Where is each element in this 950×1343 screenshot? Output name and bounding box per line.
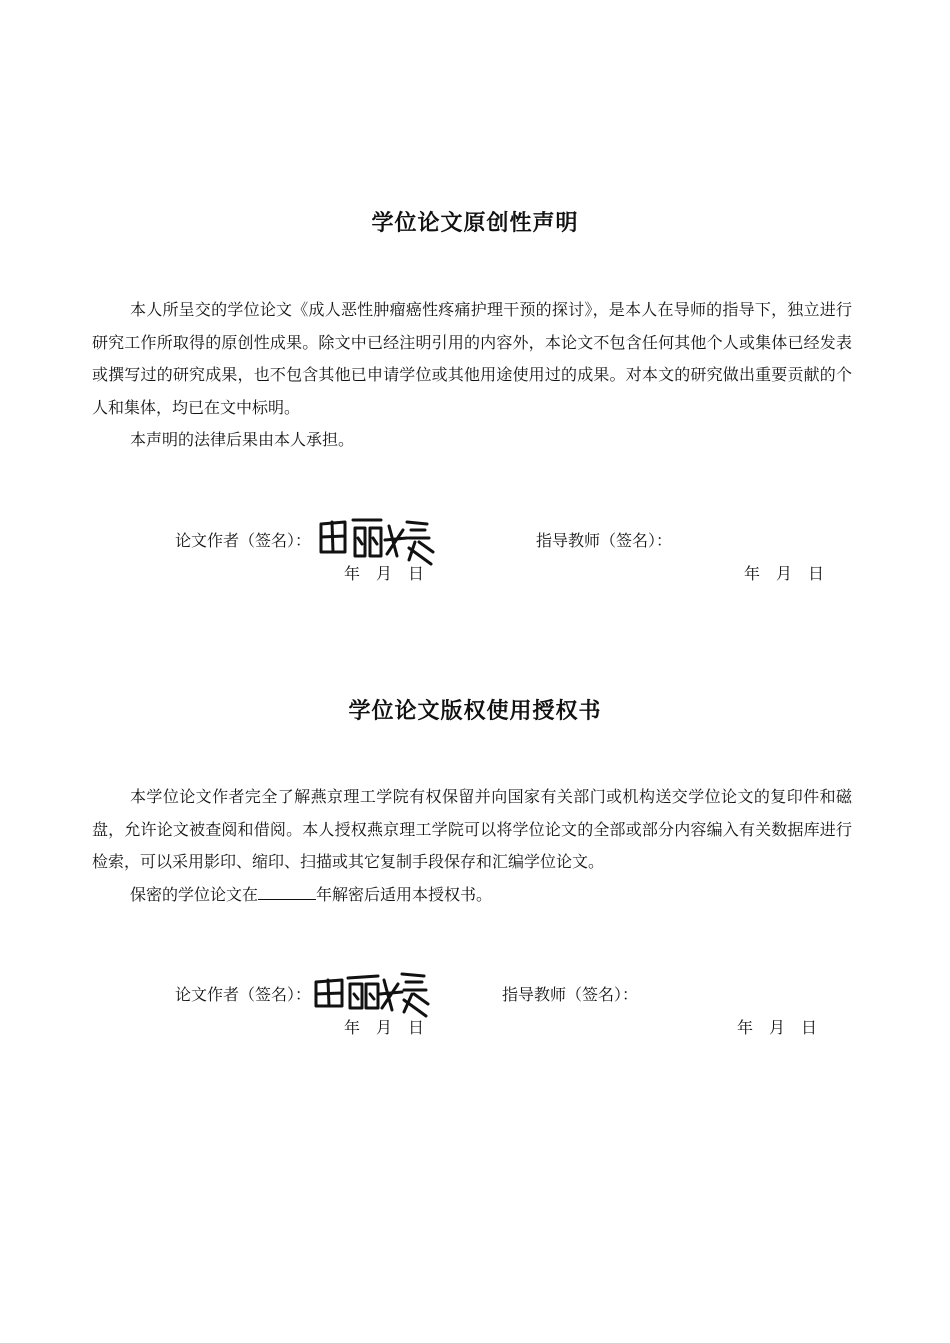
declaration-advisor-signature-label: 指导教师（签名）： <box>536 531 673 550</box>
declaration-author-signature <box>315 512 435 568</box>
authorization-author-signature-label: 论文作者（签名）： <box>175 985 312 1004</box>
authorization-title: 学位论文版权使用授权书 <box>348 699 602 724</box>
confidential-years-blank <box>258 885 316 900</box>
declaration-paragraph-2: 本声明的法律后果由本人承担。 <box>130 430 355 449</box>
declaration-paragraph-1: 本人所呈交的学位论文《成人恶性肿瘤癌性疼痛护理干预的探讨》，是本人在导师的指导下，独立进行研究工作所取得的原创性成果。除文中已经注明引用的内容外，本论文不包含任何其他个人或集体已经发表或撰写过的研究成果，也不包含其他已申请学位或其他用途使用过的成果。对本文的研究做出重要贡献的个人和集体，均已在文中标明。 <box>92 300 852 417</box>
declaration-advisor-date: 年 月 日 <box>744 564 825 583</box>
declaration-author-date: 年 月 日 <box>344 564 425 583</box>
authorization-paragraph-2-before: 保密的学位论文在 <box>130 885 259 904</box>
authorization-paragraph-2-after: 年解密后适用本授权书。 <box>316 885 493 904</box>
declaration-title: 学位论文原创性声明 <box>371 211 579 236</box>
authorization-author-date: 年 月 日 <box>344 1018 425 1037</box>
authorization-author-signature <box>312 966 432 1022</box>
declaration-author-signature-label: 论文作者（签名）： <box>175 531 312 550</box>
authorization-advisor-date: 年 月 日 <box>737 1018 818 1037</box>
authorization-paragraph-1: 本学位论文作者完全了解燕京理工学院有权保留并向国家有关部门或机构送交学位论文的复印件和磁盘，允许论文被查阅和借阅。本人授权燕京理工学院可以将学位论文的全部或部分内容编入有关数据库进行检索，可以采用影印、缩印、扫描或其它复制手段保存和汇编学位论文。 <box>92 787 852 871</box>
authorization-advisor-signature-label: 指导教师（签名）： <box>502 985 639 1004</box>
authorization-paragraph-2 <box>92 879 852 912</box>
